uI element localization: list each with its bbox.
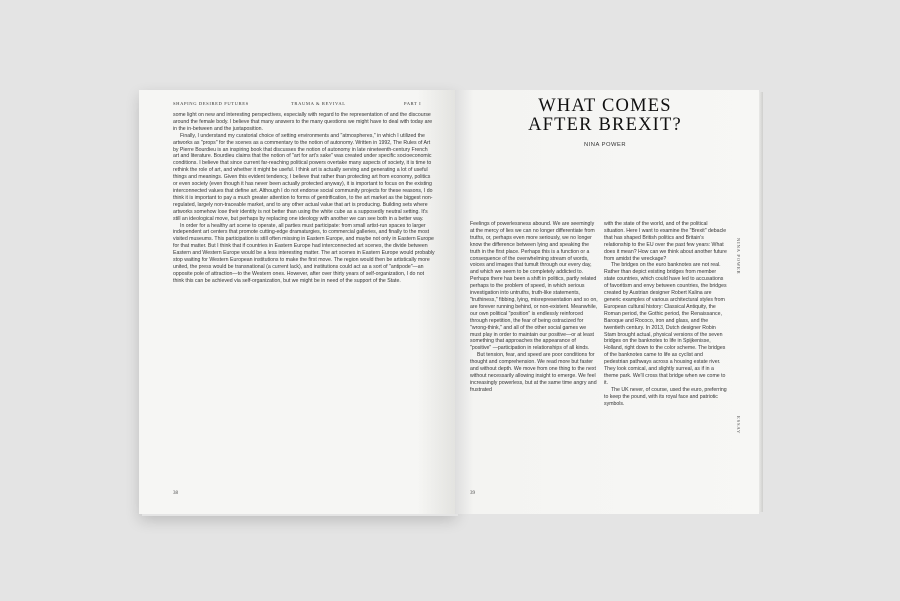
right-page-number: 39 <box>470 491 475 496</box>
running-head-chapter: TRAUMA & REVIVAL <box>291 101 346 106</box>
article-title <box>510 97 700 135</box>
running-head-part: PART I <box>404 101 422 106</box>
right-column-2 <box>604 221 728 407</box>
left-paragraph: In order for a healthy art scene to operate, all parties must participate: from small artist-run spaces to larger independent art centers that promote cutting-edge dramaturgies, to commercial galleries, and finally to the most visited museums. This participation is still often missing in Eastern Europe, and maybe not only in Eastern Europe for that matter. But I think that if countries in Eastern Europe had interconnected art scenes, the divide between Eastern and Western Europe would be a less interesting matter. The art scenes in Eastern Europe would probably stop waiting for Western European institutions to make the first move. The region would then be artistically more united, the press would be transnational (a current lack), and institutions could act as a sort of "antipode"—an opposite pole of attraction—to the Western ones. However, after over thirty years of self-organization, I do not think this can be achieved via self-organization, but we might be in need of the support of the State. <box>173 222 435 284</box>
left-body-text <box>173 112 435 285</box>
column-paragraph: But tension, fear, and speed are poor conditions for thought and comprehension. We read more but faster and without depth. We move from one thing to the next without necessarily allowing insight to emerge. We feel increasingly powerless, but at the same time angry and frustrated <box>470 352 597 393</box>
right-column-1 <box>470 221 598 394</box>
running-head-section: SHAPING DESIRED FUTURES <box>173 101 249 106</box>
side-author-label: NINA POWER <box>736 238 741 275</box>
article-author: NINA POWER <box>583 142 627 148</box>
left-paragraph: some light on new and interesting perspectives, especially with regard to the representation of and the discourse around the female body. I believe that many answers to the many questions we might have to deal with today are in the in-between and the juxtaposition. <box>173 112 433 132</box>
title-line: WHAT COMES <box>538 96 672 116</box>
title-line: AFTER BREXIT? <box>528 115 682 135</box>
page-edge <box>759 92 763 512</box>
column-paragraph: Feelings of powerlessness abound. We are seemingly at the mercy of lies we can no longer differentiate from truths, or, perhaps even more seriously, we no longer know the difference between lying and speaking the truth in the first place. Perhaps this is a function or a consequence of the overwhelming stream of words, voices and images that tumult through our every day, and which we seem to be completely addicted to. Perhaps there has been a shift in politics, partly related perhaps to the problem of speed, in which serious investigation into untruths, truth-like statements, "truthiness," fibbing, lying, misrepresentation and so on, are forever running behind, or non-existent. Meanwhile, our own political "position" is endlessly reinforced through repetition, the fear of being ostracized for "wrong-think," and all of the other social games we must play in order to maintain our positive—or at least something that approaches the appearance of "positive" —participation in relationships of all kinds. <box>470 221 598 352</box>
left-paragraph: Finally, I understand my curatorial choice of setting environments and "atmospheres," in which I utilized the artworks as "props" for the scenes as a commentary to the notion of autonomy. Written in 1992, The Rules of Art by Pierre Bourdieu is an inspiring book that discusses the notion of autonomy in late nineteenth-century French art and literature. Bourdieu claims that the notion of "art for art's sake" was created under specific socioeconomic conditions. I believe that since current far-reaching political powers overtake many aspects of society, it is time to rethink the role of art, and whether it might be useful. I think art is actually serving and generating a lot of useful things and meanings. Given this evident tendency, I believe that rather than protecting art from economy, politics or even society (even though it has never been actually protected anyway), it is important to focus on the existing interconnected values that define art. Although I do not endorse social community projects for these reasons, I do think it is important to pay a much greater attention to forms of gentrification, to the art market as the biggest non-regulated, largely non-traceable market, and to any other actual value that art is producing. Building sets where artworks somehow lose their identity is not better than using the white cube as a supposedly neutral setting. It's still an ideological move, but perhaps by replacing one ideology with another we can see both in a better way. <box>173 132 433 222</box>
column-paragraph: The bridges on the euro banknotes are not real. Rather than depict existing bridges from member state countries, which could have led to accusations of favoritism and envy between countries, the bridges created by Austrian designer Robert Kalina are generic examples of various architectural styles from European cultural history: Classical Antiquity, the Roman period, the Gothic period, the Renaissance, Baroque and Rococo, iron and glass, and the twentieth century. In 2013, Dutch designer Robin Stam brought actual, physical versions of the seven bridges on the banknotes to life in Spijkenisse, Holland, right down to the color scheme. The bridges of the banknotes came to life as cyclist and pedestrian pathways across a housing estate river. They look comical, and slightly surreal, as if in a theme park. We'll cross that bridge when we come to it. <box>604 262 727 386</box>
left-page-number: 38 <box>173 491 178 496</box>
column-paragraph: with the state of the world, and of the political situation. Here I want to examine the "Brexit" debacle that has shaped British politics and Britain's relationship to the EU over the past few years: What does it mean? How can we think about another future from amidst the wreckage? <box>604 221 727 262</box>
column-paragraph: The UK never, of course, used the euro, preferring to keep the pound, with its royal face and patriotic symbols. <box>604 386 727 407</box>
side-section-label: ESSAY <box>736 416 741 435</box>
